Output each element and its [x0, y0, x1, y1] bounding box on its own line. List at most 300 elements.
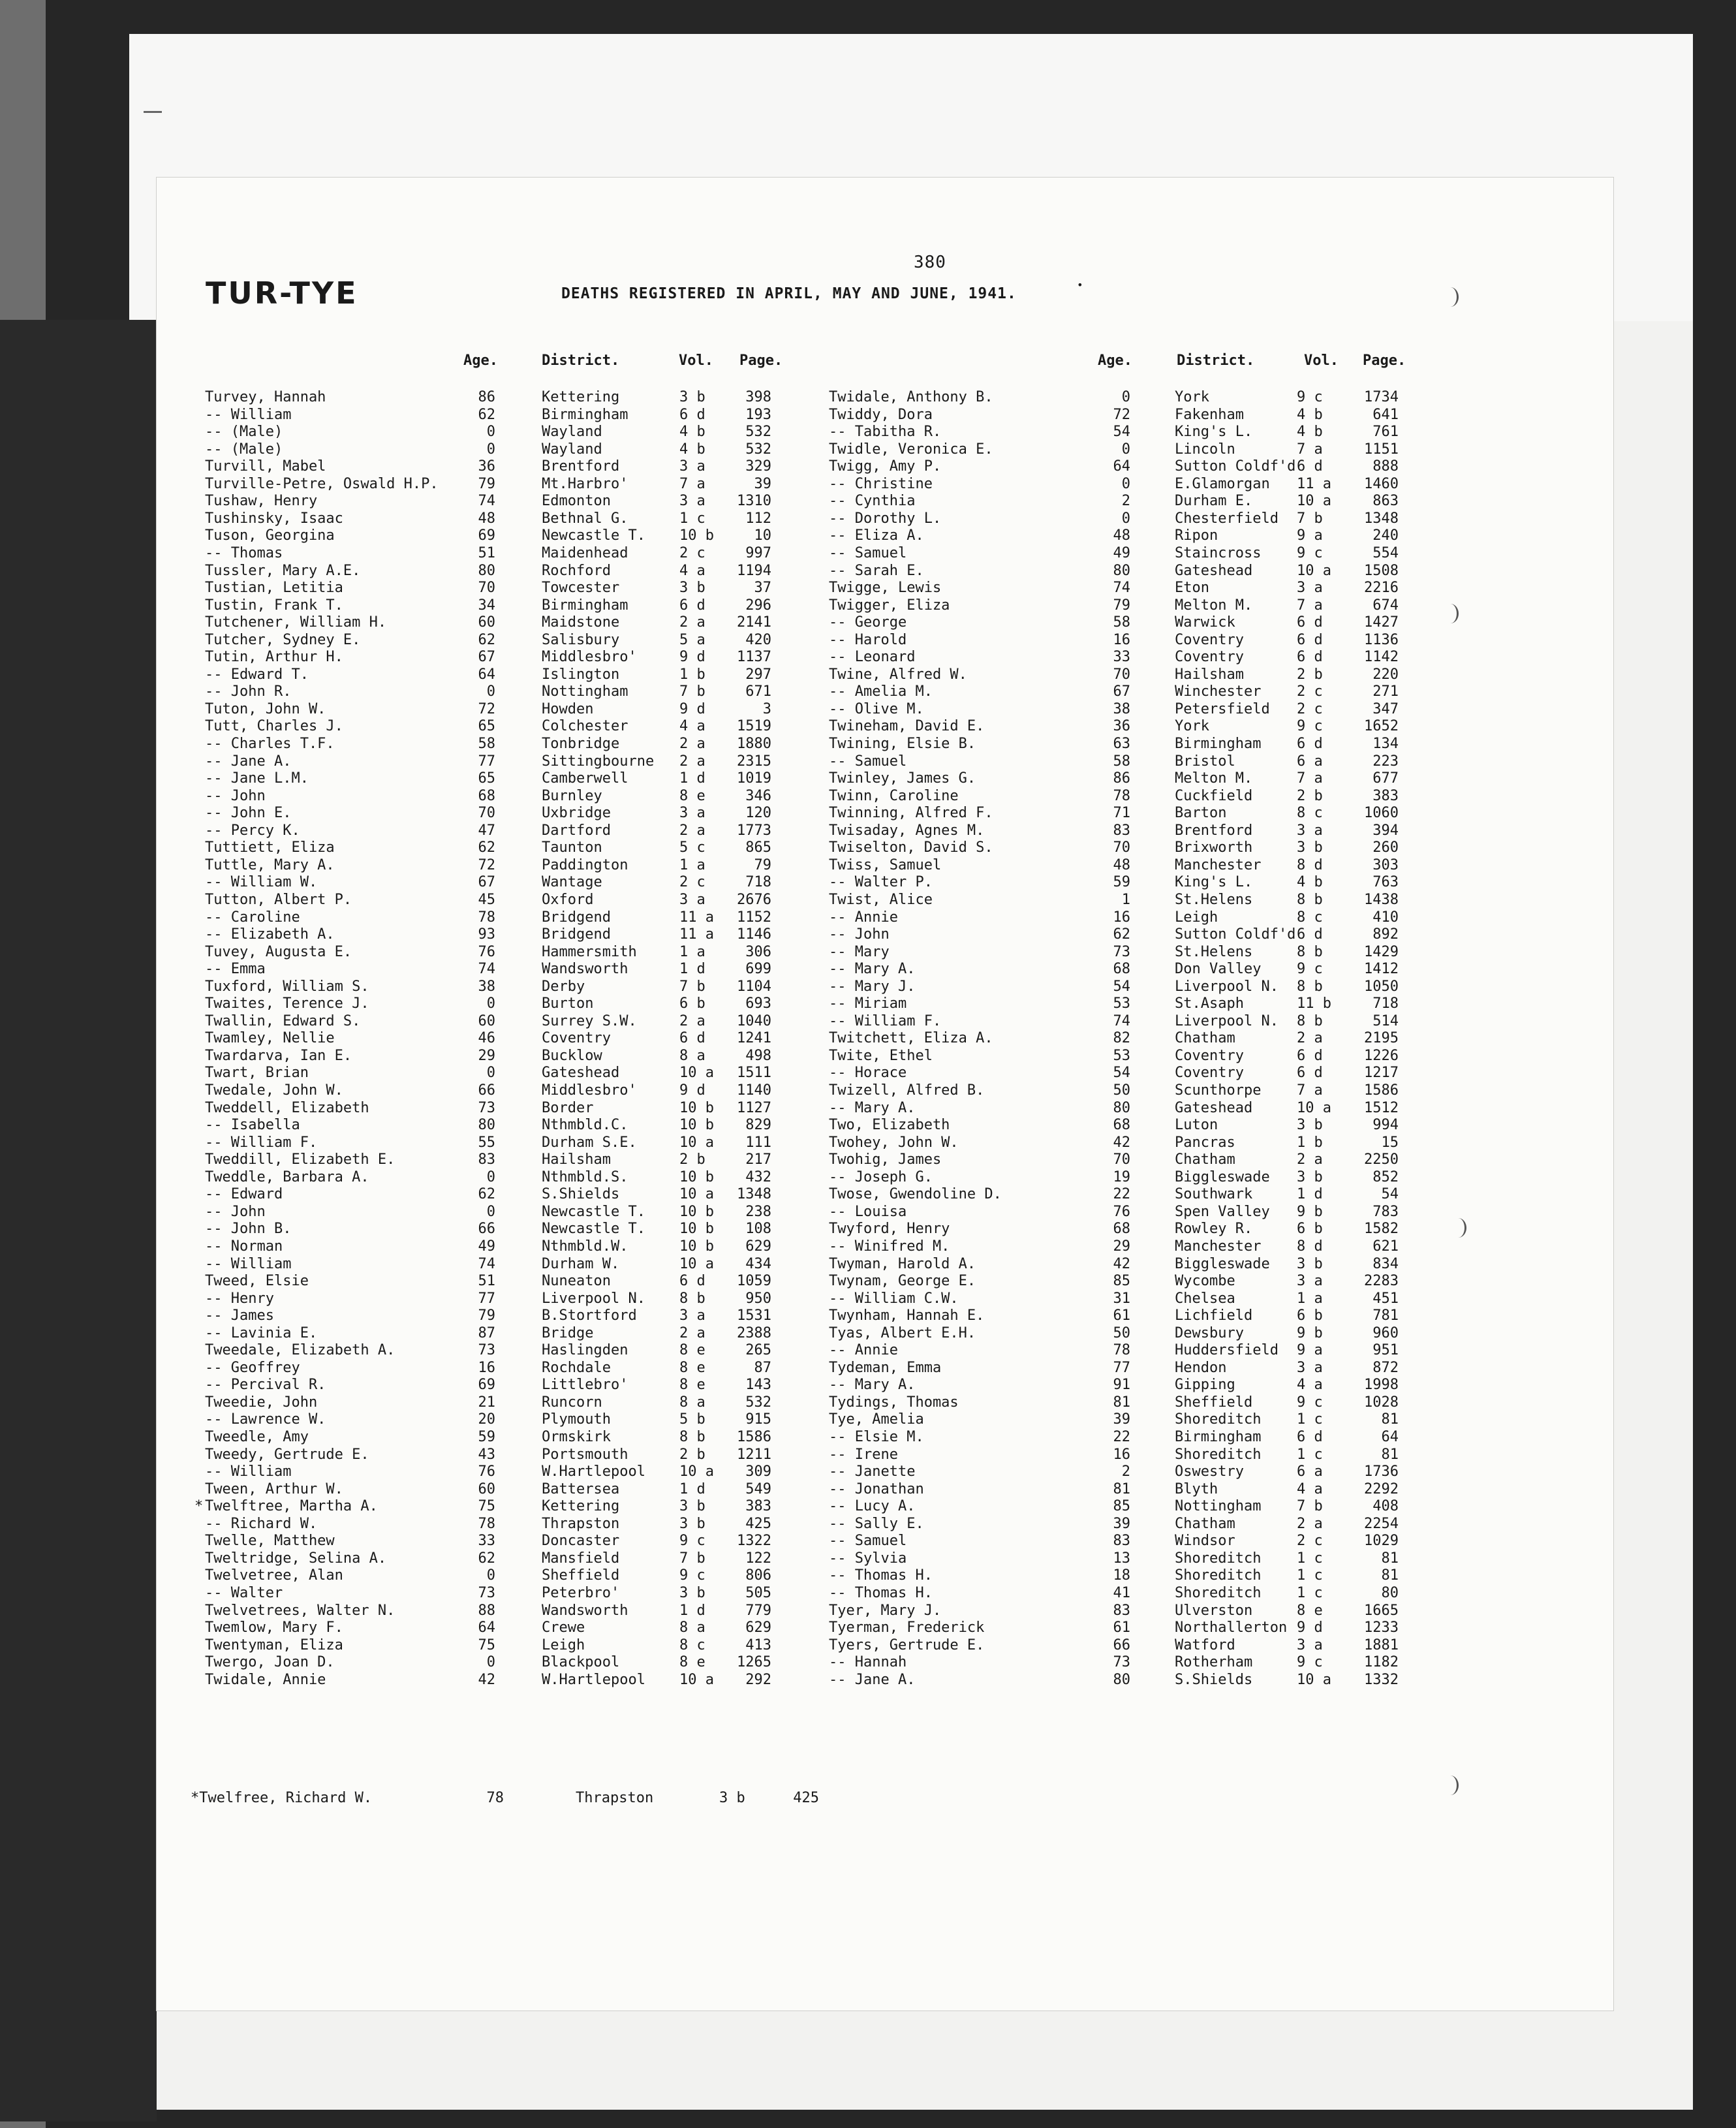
register-entry: [829, 1376, 1599, 1394]
entry-age: 45: [478, 891, 495, 908]
entry-district: Shoreditch: [1175, 1584, 1262, 1601]
entry-age: 49: [478, 1238, 495, 1255]
entry-page: 1029: [1364, 1533, 1399, 1550]
register-entry: [829, 995, 1599, 1012]
register-entry: [205, 1203, 831, 1221]
entry-district: Doncaster: [542, 1533, 620, 1550]
entry-vol: 5 b: [679, 1411, 705, 1428]
entry-district: Sittingbourne: [542, 753, 655, 770]
register-entry: [829, 1082, 1599, 1099]
entry-district: Bridge: [542, 1324, 594, 1341]
entry-page: 1511: [737, 1065, 771, 1082]
entry-page: 120: [745, 805, 771, 822]
entry-page: 54: [1381, 1186, 1399, 1203]
entry-district: Islington: [542, 666, 620, 683]
entry-district: Durham W.: [542, 1255, 620, 1272]
entry-vol: 3 b: [679, 1498, 705, 1515]
entry-district: Wayland: [542, 441, 602, 458]
entry-age: 50: [1113, 1082, 1130, 1099]
entry-age: 60: [478, 614, 495, 631]
entry-district: Leigh: [1175, 909, 1218, 926]
entry-district: Coventry: [1175, 1065, 1244, 1082]
entry-vol: 6 d: [1297, 1429, 1323, 1445]
entry-vol: 3 a: [679, 493, 705, 510]
entry-vol: 1 b: [679, 666, 705, 683]
entry-page: 309: [745, 1463, 771, 1480]
entry-page: 143: [745, 1377, 771, 1394]
register-entry: [205, 1411, 831, 1428]
entry-vol: 1 c: [1297, 1550, 1323, 1567]
entry-vol: 11 b: [1297, 995, 1331, 1012]
register-entry: [829, 510, 1599, 527]
entry-vol: 6 d: [1297, 926, 1323, 943]
entry-page: 1734: [1364, 389, 1399, 405]
left-district-header: District.: [542, 352, 620, 369]
entry-district: Nuneaton: [542, 1273, 611, 1290]
entry-name: -- Dorothy L.: [829, 510, 942, 527]
entry-age: 18: [1113, 1567, 1130, 1584]
entry-vol: 2 b: [679, 1151, 705, 1168]
register-entry: [829, 544, 1599, 562]
entry-age: 62: [478, 631, 495, 648]
entry-page: 111: [745, 1134, 771, 1151]
entry-name: -- William: [205, 1255, 292, 1272]
register-entry: [205, 458, 831, 475]
register-entry: [205, 856, 831, 874]
entry-district: Lichfield: [1175, 1307, 1253, 1324]
entry-age: 60: [478, 1480, 495, 1497]
entry-vol: 10 a: [679, 1671, 714, 1688]
footnote-page: 425: [793, 1790, 819, 1806]
entry-age: 79: [478, 1307, 495, 1324]
entry-district: B.Stortford: [542, 1307, 637, 1324]
entry-district: Taunton: [542, 839, 602, 856]
entry-vol: 10 a: [679, 1134, 714, 1151]
entry-age: 19: [1113, 1168, 1130, 1185]
entry-age: 48: [1113, 856, 1130, 873]
entry-page: 410: [1372, 909, 1399, 926]
entry-name: -- Jonathan: [829, 1480, 924, 1497]
entry-district: St.Helens: [1175, 943, 1253, 960]
register-entry: [829, 1428, 1599, 1446]
entry-vol: 10 b: [679, 1099, 714, 1116]
entry-district: Gateshead: [1175, 562, 1253, 579]
entry-district: Nthmbld.S.: [542, 1168, 628, 1185]
entry-age: 77: [1113, 1359, 1130, 1376]
register-entry: [829, 1463, 1599, 1480]
entry-district: Birmingham: [542, 597, 628, 614]
entry-age: 67: [478, 649, 495, 666]
entry-name: -- Henry: [205, 1290, 274, 1307]
entry-name: -- Geoffrey: [205, 1359, 300, 1376]
entry-age: 16: [478, 1359, 495, 1376]
entry-page: 39: [754, 475, 771, 492]
register-entry: [829, 562, 1599, 580]
entry-vol: 8 a: [679, 1047, 705, 1064]
entry-name: Twinley, James G.: [829, 770, 976, 787]
entry-vol: 1 c: [679, 510, 705, 527]
left-vol-header: Vol.: [679, 352, 713, 369]
entry-age: 0: [486, 1654, 495, 1671]
register-entry: [205, 388, 831, 406]
entry-vol: 9 c: [1297, 389, 1323, 405]
entry-district: Barton: [1175, 805, 1227, 822]
entry-district: Coventry: [1175, 1047, 1244, 1064]
entry-name: -- Thomas: [205, 544, 283, 561]
entry-age: 0: [486, 1065, 495, 1082]
register-entry: [829, 683, 1599, 700]
entry-name: -- (Male): [205, 441, 283, 458]
entry-vol: 8 c: [1297, 805, 1323, 822]
entry-district: Wayland: [542, 424, 602, 441]
entry-mark: *: [194, 1498, 204, 1515]
entry-vol: 6 a: [1297, 753, 1323, 770]
register-entry: [205, 1185, 831, 1203]
entry-name: -- John: [205, 787, 266, 804]
entry-vol: 9 c: [679, 1533, 705, 1550]
entry-vol: 9 c: [1297, 544, 1323, 561]
register-entry: [205, 648, 831, 666]
entry-name: -- Mary A.: [829, 1099, 916, 1116]
entry-name: -- Harold: [829, 631, 907, 648]
entry-name: Tweltridge, Selina A.: [205, 1550, 387, 1567]
entry-age: 22: [1113, 1429, 1130, 1445]
entry-name: Twigger, Eliza: [829, 597, 950, 614]
entry-vol: 10 a: [679, 1463, 714, 1480]
register-entry: [829, 1047, 1599, 1065]
entry-page: 1217: [1364, 1065, 1399, 1082]
entry-vol: 6 d: [1297, 1065, 1323, 1082]
entry-name: Tuvey, Augusta E.: [205, 943, 352, 960]
entry-district: Ormskirk: [542, 1429, 611, 1445]
entry-age: 83: [1113, 1533, 1130, 1550]
entry-district: Littlebro': [542, 1377, 628, 1394]
entry-vol: 5 a: [679, 631, 705, 648]
entry-district: Maidenhead: [542, 544, 628, 561]
entry-page: 629: [745, 1619, 771, 1636]
entry-vol: 6 d: [1297, 736, 1323, 752]
entry-name: Twyford, Henry: [829, 1221, 950, 1238]
entry-age: 34: [478, 597, 495, 614]
right-district-header: District.: [1177, 352, 1255, 369]
entry-age: 33: [478, 1533, 495, 1550]
register-entry: [205, 1047, 831, 1065]
entry-age: 16: [1113, 909, 1130, 926]
register-entry: [829, 1203, 1599, 1221]
entry-age: 39: [1113, 1411, 1130, 1428]
entry-name: -- Emma: [205, 961, 266, 978]
entry-vol: 7 a: [679, 475, 705, 492]
entry-name: -- John R.: [205, 683, 292, 700]
entry-page: 81: [1381, 1550, 1399, 1567]
entry-district: Newcastle T.: [542, 527, 645, 544]
entry-name: Tye, Amelia: [829, 1411, 924, 1428]
entry-vol: 8 b: [1297, 1012, 1323, 1029]
entry-district: Peterbro': [542, 1584, 620, 1601]
entry-name: Tustian, Letitia: [205, 580, 343, 597]
entry-page: 763: [1372, 874, 1399, 891]
entry-district: Gipping: [1175, 1377, 1235, 1394]
entry-district: Birmingham: [1175, 1429, 1262, 1445]
entry-name: Tustin, Frank T.: [205, 597, 343, 614]
register-entry: [205, 822, 831, 839]
register-entry: [829, 1255, 1599, 1273]
entry-vol: 3 a: [1297, 580, 1323, 597]
entry-vol: 8 a: [679, 1619, 705, 1636]
entry-age: 81: [1113, 1480, 1130, 1497]
register-entry: [829, 423, 1599, 441]
entry-age: 62: [478, 406, 495, 423]
entry-name: -- Percy K.: [205, 822, 300, 839]
entry-name: -- Lucy A.: [829, 1498, 916, 1515]
entry-age: 62: [478, 1550, 495, 1567]
entry-age: 41: [1113, 1584, 1130, 1601]
register-entry: [829, 631, 1599, 649]
entry-age: 73: [478, 1584, 495, 1601]
entry-name: Tutton, Albert P.: [205, 891, 352, 908]
entry-page: 1146: [737, 926, 771, 943]
entry-district: Birmingham: [1175, 736, 1262, 752]
entry-vol: 9 a: [1297, 1342, 1323, 1359]
register-entry: [205, 475, 831, 493]
entry-name: Twardarva, Ian E.: [205, 1047, 352, 1064]
margin-mark: [144, 111, 162, 113]
right-page-header: Page.: [1363, 352, 1406, 369]
entry-name: -- William: [205, 1463, 292, 1480]
entry-age: 0: [486, 683, 495, 700]
register-entry: [205, 1116, 831, 1134]
entry-age: 70: [1113, 839, 1130, 856]
entry-district: Shoreditch: [1175, 1411, 1262, 1428]
entry-page: 951: [1372, 1342, 1399, 1359]
entry-name: -- Samuel: [829, 753, 907, 770]
register-entry: [205, 1255, 831, 1273]
entry-name: Twohig, James: [829, 1151, 942, 1168]
register-entry: [205, 700, 831, 718]
entry-age: 60: [478, 1012, 495, 1029]
register-entry: [205, 562, 831, 580]
entry-age: 66: [478, 1221, 495, 1238]
entry-page: 383: [745, 1498, 771, 1515]
entry-name: -- Christine: [829, 475, 933, 492]
entry-page: 1226: [1364, 1047, 1399, 1064]
register-entry: [205, 441, 831, 458]
entry-age: 49: [1113, 544, 1130, 561]
entry-vol: 6 b: [679, 995, 705, 1012]
entry-name: -- Annie: [829, 1342, 898, 1359]
entry-vol: 4 b: [679, 441, 705, 458]
page-heading: DEATHS REGISTERED IN APRIL, MAY AND JUNE, 1941.: [561, 285, 1017, 302]
entry-vol: 6 b: [1297, 1307, 1323, 1324]
entry-age: 2: [1121, 1463, 1130, 1480]
entry-vol: 3 a: [1297, 1273, 1323, 1290]
register-entry: [205, 1394, 831, 1411]
entry-vol: 8 b: [679, 1290, 705, 1307]
entry-page: 950: [745, 1290, 771, 1307]
entry-page: 2250: [1364, 1151, 1399, 1168]
entry-vol: 8 e: [1297, 1602, 1323, 1619]
entry-name: Twelvetrees, Walter N.: [205, 1602, 395, 1619]
register-entry: [205, 597, 831, 614]
entry-age: 64: [478, 666, 495, 683]
entry-vol: 8 c: [679, 1636, 705, 1653]
entry-name: Tweddill, Elizabeth E.: [205, 1151, 395, 1168]
entry-age: 74: [1113, 1012, 1130, 1029]
entry-vol: 1 c: [1297, 1584, 1323, 1601]
entry-page: 1152: [737, 909, 771, 926]
register-entry: [205, 960, 831, 978]
entry-page: 1531: [737, 1307, 771, 1324]
register-entry: [829, 1307, 1599, 1324]
entry-name: Twinn, Caroline: [829, 787, 959, 804]
entry-vol: 7 b: [679, 978, 705, 995]
entry-age: 73: [1113, 943, 1130, 960]
entry-page: 693: [745, 995, 771, 1012]
entry-page: 629: [745, 1238, 771, 1255]
entry-vol: 10 b: [679, 1238, 714, 1255]
entry-vol: 6 d: [1297, 649, 1323, 666]
register-entry: [829, 1290, 1599, 1307]
entry-age: 79: [1113, 597, 1130, 614]
entry-page: 1412: [1364, 961, 1399, 978]
entry-vol: 10 a: [1297, 562, 1331, 579]
entry-page: 532: [745, 424, 771, 441]
entry-vol: 2 a: [1297, 1515, 1323, 1532]
register-entry: [829, 909, 1599, 926]
entry-page: 238: [745, 1203, 771, 1220]
footnote-district: Thrapston: [576, 1790, 654, 1806]
entry-district: Bucklow: [542, 1047, 602, 1064]
entry-page: 1512: [1364, 1099, 1399, 1116]
entry-district: Gateshead: [1175, 1099, 1253, 1116]
entry-page: 1508: [1364, 562, 1399, 579]
entry-age: 91: [1113, 1377, 1130, 1394]
entry-vol: 8 e: [679, 1654, 705, 1671]
entry-name: -- Samuel: [829, 544, 907, 561]
punch-mark: [1442, 287, 1459, 307]
register-entry: [829, 1134, 1599, 1151]
entry-name: -- Joseph G.: [829, 1168, 933, 1185]
entry-vol: 3 a: [679, 805, 705, 822]
entry-name: Tutt, Charles J.: [205, 718, 343, 735]
entry-district: S.Shields: [542, 1186, 620, 1203]
register-entry: [205, 1012, 831, 1030]
entry-vol: 1 d: [1297, 1186, 1323, 1203]
entry-age: 74: [1113, 580, 1130, 597]
register-entry: [829, 1099, 1599, 1117]
entry-district: Burnley: [542, 787, 602, 804]
entry-vol: 8 d: [1297, 856, 1323, 873]
entry-vol: 10 b: [679, 1203, 714, 1220]
entry-district: Liverpool N.: [1175, 978, 1279, 995]
entry-district: Haslingden: [542, 1342, 628, 1359]
entry-name: Tweed, Elsie: [205, 1273, 309, 1290]
entry-district: Burton: [542, 995, 594, 1012]
entry-age: 74: [478, 961, 495, 978]
register-entry: [829, 475, 1599, 493]
register-entry: [829, 1550, 1599, 1567]
entry-age: 59: [478, 1429, 495, 1445]
entry-vol: 6 d: [679, 1030, 705, 1047]
entry-page: 2195: [1364, 1030, 1399, 1047]
entry-age: 68: [1113, 961, 1130, 978]
entry-district: Mt.Harbro': [542, 475, 628, 492]
entry-district: Colchester: [542, 718, 628, 735]
register-entry: [205, 1238, 831, 1255]
register-entry: [205, 787, 831, 805]
entry-name: Twidale, Annie: [205, 1671, 326, 1688]
entry-name: -- William C.W.: [829, 1290, 959, 1307]
entry-age: 77: [478, 753, 495, 770]
entry-vol: 2 a: [679, 1324, 705, 1341]
register-entry: [205, 1636, 831, 1654]
entry-name: -- John: [829, 926, 890, 943]
entry-district: Maidstone: [542, 614, 620, 631]
entry-page: 1438: [1364, 891, 1399, 908]
entry-age: 51: [478, 544, 495, 561]
entry-vol: 1 d: [679, 961, 705, 978]
entry-age: 58: [1113, 614, 1130, 631]
entry-name: -- John B.: [205, 1221, 292, 1238]
entry-age: 77: [478, 1290, 495, 1307]
running-head: TUR-TYE: [206, 275, 358, 311]
entry-name: -- William: [205, 406, 292, 423]
entry-vol: 7 a: [1297, 1082, 1323, 1099]
entry-name: -- George: [829, 614, 907, 631]
entry-page: 1241: [737, 1030, 771, 1047]
entry-page: 1736: [1364, 1463, 1399, 1480]
entry-district: Northallerton: [1175, 1619, 1288, 1636]
entry-name: -- Norman: [205, 1238, 283, 1255]
register-entry: [205, 492, 831, 510]
entry-age: 80: [478, 1117, 495, 1134]
entry-page: 1060: [1364, 805, 1399, 822]
entry-vol: 10 b: [679, 1117, 714, 1134]
register-entry: [829, 1151, 1599, 1168]
entry-district: Paddington: [542, 856, 628, 873]
entry-name: Twist, Alice: [829, 891, 933, 908]
entry-district: Blackpool: [542, 1654, 620, 1671]
register-entry: [205, 544, 831, 562]
entry-age: 65: [478, 718, 495, 735]
entry-vol: 2 c: [1297, 683, 1323, 700]
entry-page: 303: [1372, 856, 1399, 873]
entry-page: 122: [745, 1550, 771, 1567]
entry-page: 220: [1372, 666, 1399, 683]
entry-district: Salisbury: [542, 631, 620, 648]
entry-age: 61: [1113, 1307, 1130, 1324]
entry-vol: 9 c: [1297, 718, 1323, 735]
entry-name: -- Louisa: [829, 1203, 907, 1220]
entry-age: 74: [478, 1255, 495, 1272]
entry-district: Brentford: [1175, 822, 1253, 839]
entry-district: Nthmbld.C.: [542, 1117, 628, 1134]
register-entry: [205, 1619, 831, 1636]
register-entry: [829, 648, 1599, 666]
entry-name: Twinning, Alfred F.: [829, 805, 993, 822]
entry-vol: 3 b: [1297, 1117, 1323, 1134]
entry-age: 39: [1113, 1515, 1130, 1532]
left-age-header: Age.: [463, 352, 498, 369]
register-entry: [205, 1376, 831, 1394]
entry-district: Rochdale: [542, 1359, 611, 1376]
register-entry: [205, 527, 831, 544]
register-entry: [829, 458, 1599, 475]
entry-district: Sutton Coldf'd: [1175, 926, 1296, 943]
entry-district: Thrapston: [542, 1515, 620, 1532]
register-entry: [205, 666, 831, 683]
entry-page: 296: [745, 597, 771, 614]
